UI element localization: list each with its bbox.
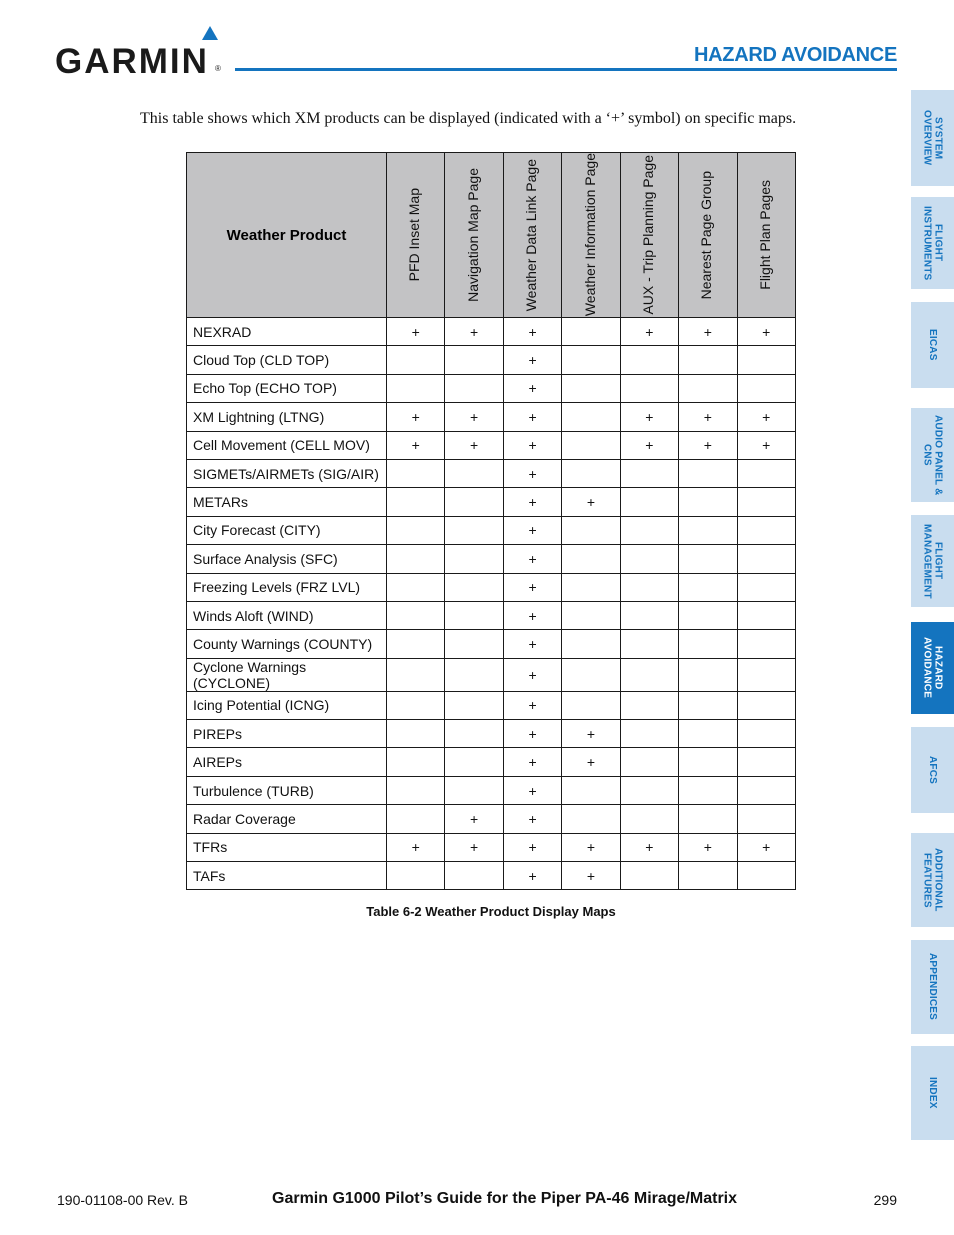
availability-cell xyxy=(445,630,503,658)
column-header-weather-product: Weather Product xyxy=(187,153,387,318)
availability-cell: + xyxy=(562,720,620,748)
availability-cell xyxy=(620,346,678,374)
availability-cell: + xyxy=(562,833,620,861)
availability-cell: + xyxy=(503,805,561,833)
product-name-cell: TAFs xyxy=(187,862,387,890)
availability-cell xyxy=(620,601,678,629)
availability-cell xyxy=(679,691,737,719)
availability-cell: + xyxy=(503,720,561,748)
table-row xyxy=(187,403,796,431)
availability-cell xyxy=(445,488,503,516)
availability-cell: + xyxy=(503,862,561,890)
availability-cell: + xyxy=(503,431,561,459)
availability-cell: + xyxy=(503,748,561,776)
availability-cell xyxy=(620,658,678,691)
availability-cell xyxy=(679,862,737,890)
availability-cell xyxy=(445,573,503,601)
availability-cell: + xyxy=(620,431,678,459)
availability-cell: + xyxy=(503,318,561,346)
availability-cell xyxy=(387,691,445,719)
availability-cell: + xyxy=(387,431,445,459)
availability-cell: + xyxy=(445,833,503,861)
availability-cell xyxy=(679,658,737,691)
product-name-cell: Icing Potential (ICNG) xyxy=(187,691,387,719)
availability-cell xyxy=(737,601,795,629)
availability-cell xyxy=(620,630,678,658)
availability-cell xyxy=(737,545,795,573)
availability-cell xyxy=(387,776,445,804)
availability-cell xyxy=(679,545,737,573)
availability-cell: + xyxy=(679,833,737,861)
availability-cell xyxy=(562,805,620,833)
table-row xyxy=(187,318,796,346)
table-caption: Table 6-2 Weather Product Display Maps xyxy=(366,904,616,919)
availability-cell xyxy=(445,516,503,544)
availability-cell xyxy=(387,488,445,516)
table-row xyxy=(187,630,796,658)
tab-label: SYSTEM OVERVIEW xyxy=(921,110,944,166)
availability-cell xyxy=(620,805,678,833)
table-row xyxy=(187,776,796,804)
availability-cell: + xyxy=(679,431,737,459)
tab-label: EICAS xyxy=(927,329,938,361)
product-name-cell: Freezing Levels (FRZ LVL) xyxy=(187,573,387,601)
availability-cell xyxy=(562,658,620,691)
product-name-cell: NEXRAD xyxy=(187,318,387,346)
availability-cell: + xyxy=(620,403,678,431)
availability-cell: + xyxy=(503,776,561,804)
availability-cell xyxy=(620,545,678,573)
table-row xyxy=(187,573,796,601)
availability-cell xyxy=(737,516,795,544)
table-row xyxy=(187,545,796,573)
product-name-cell: County Warnings (COUNTY) xyxy=(187,630,387,658)
availability-cell xyxy=(562,601,620,629)
product-name-cell: Surface Analysis (SFC) xyxy=(187,545,387,573)
availability-cell xyxy=(679,776,737,804)
tab-flight-management[interactable] xyxy=(911,515,954,607)
availability-cell xyxy=(387,630,445,658)
availability-cell: + xyxy=(737,318,795,346)
table-row xyxy=(187,374,796,402)
product-name-cell: Winds Aloft (WIND) xyxy=(187,601,387,629)
product-name-cell: Echo Top (ECHO TOP) xyxy=(187,374,387,402)
availability-cell xyxy=(387,374,445,402)
availability-cell xyxy=(387,346,445,374)
availability-cell: + xyxy=(445,403,503,431)
tab-hazard-avoidance[interactable] xyxy=(911,622,954,714)
availability-cell xyxy=(737,862,795,890)
availability-cell xyxy=(387,658,445,691)
tab-additional-features[interactable] xyxy=(911,833,954,927)
table-row xyxy=(187,431,796,459)
availability-cell xyxy=(679,720,737,748)
availability-cell: + xyxy=(562,862,620,890)
tab-label: INDEX xyxy=(927,1077,938,1109)
tab-audio-panel-cns[interactable] xyxy=(911,408,954,502)
availability-cell: + xyxy=(620,318,678,346)
availability-cell xyxy=(387,720,445,748)
product-name-cell: Cell Movement (CELL MOV) xyxy=(187,431,387,459)
availability-cell xyxy=(387,805,445,833)
availability-cell xyxy=(445,748,503,776)
product-name-cell: Radar Coverage xyxy=(187,805,387,833)
availability-cell: + xyxy=(445,431,503,459)
availability-cell: + xyxy=(503,346,561,374)
availability-cell xyxy=(679,459,737,487)
column-header-weather-data-link-page: Weather Data Link Page xyxy=(503,153,561,318)
availability-cell xyxy=(445,374,503,402)
tab-label: AFCS xyxy=(927,755,938,785)
availability-cell xyxy=(387,573,445,601)
availability-cell xyxy=(562,691,620,719)
availability-cell xyxy=(620,720,678,748)
footer-title: Garmin G1000 Pilot’s Guide for the Piper PA-46 Mirage/Matrix xyxy=(272,1190,738,1207)
availability-cell xyxy=(620,776,678,804)
availability-cell xyxy=(737,776,795,804)
availability-cell: + xyxy=(503,516,561,544)
availability-cell xyxy=(387,748,445,776)
column-header-flight-plan-pages: Flight Plan Pages xyxy=(737,153,795,318)
availability-cell xyxy=(562,403,620,431)
footer-doc-number: 190-01108-00 Rev. B xyxy=(57,1192,189,1208)
availability-cell xyxy=(387,601,445,629)
tab-label: FLIGHT INSTRUMENTS xyxy=(921,205,944,281)
table-row xyxy=(187,720,796,748)
availability-cell: + xyxy=(562,488,620,516)
availability-cell: + xyxy=(503,833,561,861)
table-row xyxy=(187,516,796,544)
availability-cell xyxy=(562,431,620,459)
availability-cell: + xyxy=(679,403,737,431)
availability-cell xyxy=(445,459,503,487)
table-row xyxy=(187,346,796,374)
availability-cell xyxy=(445,346,503,374)
availability-cell: + xyxy=(503,545,561,573)
availability-cell xyxy=(620,516,678,544)
availability-cell xyxy=(387,459,445,487)
availability-cell xyxy=(679,374,737,402)
product-name-cell: Turbulence (TURB) xyxy=(187,776,387,804)
availability-cell xyxy=(562,459,620,487)
table-row xyxy=(187,748,796,776)
table-body xyxy=(187,318,796,890)
availability-cell xyxy=(562,776,620,804)
availability-cell xyxy=(737,459,795,487)
product-name-cell: PIREPs xyxy=(187,720,387,748)
availability-cell: + xyxy=(503,573,561,601)
availability-cell: + xyxy=(387,318,445,346)
footer-page-number: 299 xyxy=(873,1192,897,1208)
availability-cell xyxy=(562,374,620,402)
availability-cell: + xyxy=(445,318,503,346)
table-row xyxy=(187,459,796,487)
availability-cell xyxy=(737,573,795,601)
tab-system-overview[interactable] xyxy=(911,90,954,186)
product-name-cell: Cyclone Warnings (CYCLONE) xyxy=(187,658,387,691)
product-name-cell: Cloud Top (CLD TOP) xyxy=(187,346,387,374)
availability-cell xyxy=(737,630,795,658)
table-row xyxy=(187,862,796,890)
tab-flight-instruments[interactable] xyxy=(911,197,954,289)
column-header-pfd-inset-map: PFD Inset Map xyxy=(387,153,445,318)
availability-cell xyxy=(679,516,737,544)
availability-cell: + xyxy=(503,374,561,402)
availability-cell: + xyxy=(737,431,795,459)
availability-cell xyxy=(445,601,503,629)
availability-cell: + xyxy=(620,833,678,861)
availability-cell xyxy=(445,720,503,748)
availability-cell: + xyxy=(503,658,561,691)
availability-cell xyxy=(620,691,678,719)
availability-cell xyxy=(737,374,795,402)
section-title: HAZARD AVOIDANCE xyxy=(694,44,897,66)
tab-label: AUDIO PANEL & CNS xyxy=(921,414,944,496)
column-header-aux-trip-planning-page: AUX - Trip Planning Page xyxy=(620,153,678,318)
availability-cell xyxy=(679,630,737,658)
availability-cell: + xyxy=(503,403,561,431)
availability-cell xyxy=(620,573,678,601)
header-rule xyxy=(235,68,897,71)
availability-cell xyxy=(679,488,737,516)
product-name-cell: City Forecast (CITY) xyxy=(187,516,387,544)
logo-registered-mark: ® xyxy=(215,64,221,73)
availability-cell xyxy=(562,318,620,346)
garmin-logo xyxy=(55,26,221,81)
tab-label: APPENDICES xyxy=(927,953,938,1021)
table-header-row xyxy=(187,153,796,318)
availability-cell: + xyxy=(737,833,795,861)
table-row xyxy=(187,488,796,516)
weather-product-table xyxy=(186,152,796,890)
tab-index[interactable] xyxy=(911,1046,954,1140)
availability-cell xyxy=(737,488,795,516)
availability-cell xyxy=(620,459,678,487)
availability-cell xyxy=(620,374,678,402)
logo-triangle-icon xyxy=(202,26,218,40)
availability-cell xyxy=(562,573,620,601)
table-row xyxy=(187,805,796,833)
availability-cell xyxy=(737,658,795,691)
availability-cell: + xyxy=(679,318,737,346)
availability-cell: + xyxy=(387,833,445,861)
table-row xyxy=(187,658,796,691)
availability-cell: + xyxy=(503,691,561,719)
availability-cell xyxy=(387,545,445,573)
intro-paragraph: This table shows which XM products can be displayed (indicated with a ‘+’ symbol) on specific maps. xyxy=(140,110,797,127)
column-header-nearest-page-group: Nearest Page Group xyxy=(679,153,737,318)
availability-cell xyxy=(445,776,503,804)
availability-cell xyxy=(562,516,620,544)
availability-cell xyxy=(679,573,737,601)
availability-cell xyxy=(445,545,503,573)
tab-appendices[interactable] xyxy=(911,940,954,1034)
tab-afcs[interactable] xyxy=(911,727,954,813)
availability-cell xyxy=(737,805,795,833)
product-name-cell: AIREPs xyxy=(187,748,387,776)
tab-eicas[interactable] xyxy=(911,302,954,388)
availability-cell xyxy=(737,748,795,776)
availability-cell xyxy=(387,862,445,890)
availability-cell xyxy=(445,658,503,691)
availability-cell xyxy=(445,862,503,890)
availability-cell xyxy=(737,691,795,719)
availability-cell: + xyxy=(503,459,561,487)
availability-cell xyxy=(562,545,620,573)
availability-cell: + xyxy=(737,403,795,431)
tab-label: FLIGHT MANAGEMENT xyxy=(921,523,944,599)
availability-cell xyxy=(737,346,795,374)
tab-label: ADDITIONAL FEATURES xyxy=(921,848,944,912)
product-name-cell: XM Lightning (LTNG) xyxy=(187,403,387,431)
availability-cell: + xyxy=(503,488,561,516)
logo-text: GARMIN xyxy=(55,42,209,81)
product-name-cell: TFRs xyxy=(187,833,387,861)
table-row xyxy=(187,833,796,861)
availability-cell: + xyxy=(503,601,561,629)
product-name-cell: SIGMETs/AIRMETs (SIG/AIR) xyxy=(187,459,387,487)
column-header-weather-information-page: Weather Information Page xyxy=(562,153,620,318)
availability-cell xyxy=(679,805,737,833)
availability-cell: + xyxy=(387,403,445,431)
table-row xyxy=(187,601,796,629)
availability-cell xyxy=(445,691,503,719)
availability-cell xyxy=(679,601,737,629)
availability-cell xyxy=(620,862,678,890)
product-name-cell: METARs xyxy=(187,488,387,516)
availability-cell xyxy=(387,516,445,544)
table-row xyxy=(187,691,796,719)
tab-label: HAZARD AVOIDANCE xyxy=(921,637,944,699)
column-header-navigation-map-page: Navigation Map Page xyxy=(445,153,503,318)
availability-cell xyxy=(620,488,678,516)
availability-cell xyxy=(679,748,737,776)
availability-cell xyxy=(679,346,737,374)
availability-cell: + xyxy=(562,748,620,776)
availability-cell xyxy=(562,346,620,374)
availability-cell xyxy=(562,630,620,658)
availability-cell: + xyxy=(503,630,561,658)
availability-cell xyxy=(620,748,678,776)
availability-cell xyxy=(737,720,795,748)
availability-cell: + xyxy=(445,805,503,833)
